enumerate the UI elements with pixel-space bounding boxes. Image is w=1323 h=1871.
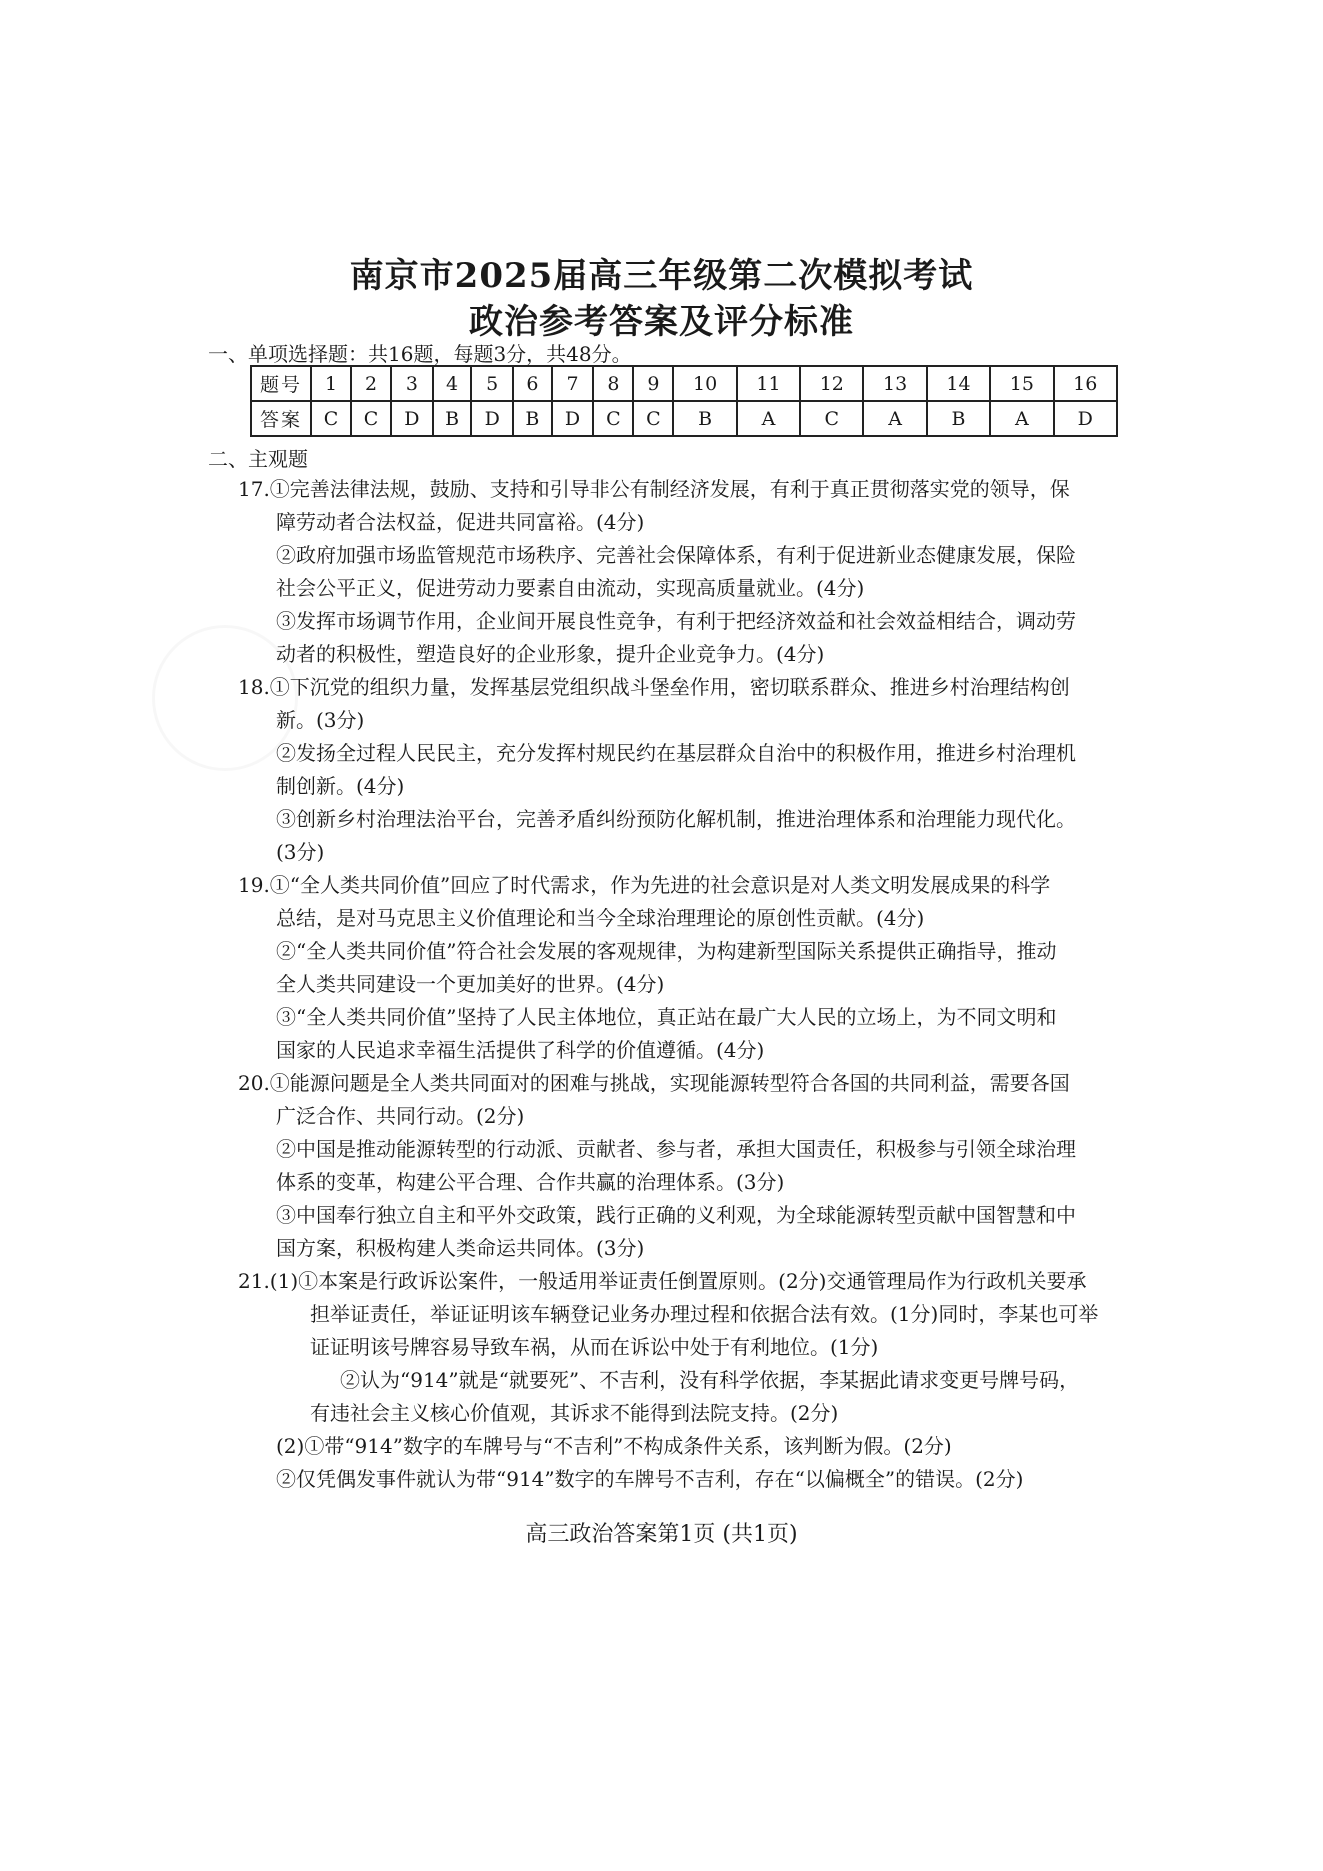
question-number-cell: 1: [311, 366, 351, 401]
answer-line: 全人类共同建设一个更加美好的世界。(4分): [276, 972, 665, 996]
answer-line: 有违社会主义核心价值观，其诉求不能得到法院支持。(2分): [310, 1401, 839, 1425]
answer-line: 17.①完善法律法规，鼓励、支持和引导非公有制经济发展，有利于真正贯彻落实党的领导，保: [238, 477, 1070, 501]
question-21: [238, 1265, 1138, 1496]
question-number-cell: 12: [800, 366, 863, 401]
answer-line: 证证明该号牌容易导致车祸，从而在诉讼中处于有利地位。(1分): [310, 1335, 879, 1359]
question-number-cell: 7: [552, 366, 594, 401]
answer-line: 国方案，积极构建人类命运共同体。(3分): [276, 1236, 645, 1260]
answer-cell: C: [593, 401, 633, 436]
answer-cell: C: [351, 401, 391, 436]
answer-line: ②仅凭偶发事件就认为带“914”数字的车牌号不吉利，存在“以偏概全”的错误。(2分): [276, 1467, 1024, 1491]
answer-line: ③中国奉行独立自主和平外交政策，践行正确的义利观，为全球能源转型贡献中国智慧和中: [276, 1203, 1076, 1227]
answer-line: 20.①能源问题是全人类共同面对的困难与挑战，实现能源转型符合各国的共同利益，需要各国: [238, 1071, 1070, 1095]
answer-line: ②“全人类共同价值”符合社会发展的客观规律，为构建新型国际关系提供正确指导，推动: [276, 939, 1057, 963]
question-number-cell: 5: [471, 366, 513, 401]
row-label-answer: 答案: [251, 401, 311, 436]
question-number-cell: 10: [673, 366, 736, 401]
answer-line: 动者的积极性，塑造良好的企业形象，提升企业竞争力。(4分): [276, 642, 825, 666]
answer-cell: A: [990, 401, 1053, 436]
question-number-cell: 13: [863, 366, 926, 401]
answer-line: 新。(3分): [276, 708, 365, 732]
answer-line: 18.①下沉党的组织力量，发挥基层党组织战斗堡垒作用，密切联系群众、推进乡村治理结构创: [238, 675, 1070, 699]
answer-cell: C: [633, 401, 673, 436]
answer-cell: B: [433, 401, 472, 436]
answer-cell: D: [552, 401, 594, 436]
answer-line: 国家的人民追求幸福生活提供了科学的价值遵循。(4分): [276, 1038, 765, 1062]
question-number-cell: 4: [433, 366, 472, 401]
answer-cell: D: [391, 401, 433, 436]
answer-line: ②中国是推动能源转型的行动派、贡献者、参与者，承担大国责任，积极参与引领全球治理: [276, 1137, 1076, 1161]
section2-heading: 二、主观题: [208, 447, 308, 471]
question-number-cell: 11: [737, 366, 800, 401]
answer-line: 21.(1)①本案是行政诉讼案件，一般适用举证责任倒置原则。(2分)交通管理局作为行政机关要承: [238, 1269, 1087, 1293]
question-number-cell: 15: [990, 366, 1053, 401]
answer-line: 广泛合作、共同行动。(2分): [276, 1104, 525, 1128]
answer-cell: A: [863, 401, 926, 436]
question-number-cell: 6: [513, 366, 552, 401]
answer-cell: B: [927, 401, 990, 436]
question-number-row: [251, 366, 1117, 401]
row-label-question: 题号: [251, 366, 311, 401]
answer-line: ②发扬全过程人民民主，充分发挥村规民约在基层群众自治中的积极作用，推进乡村治理机: [276, 741, 1076, 765]
answer-cell: C: [800, 401, 863, 436]
answer-line: ②认为“914”就是“就要死”、不吉利，没有科学依据，李某据此请求变更号牌号码，: [340, 1368, 1080, 1392]
answer-line: ③“全人类共同价值”坚持了人民主体地位，真正站在最广大人民的立场上，为不同文明和: [276, 1005, 1057, 1029]
answer-line: ③创新乡村治理法治平台，完善矛盾纠纷预防化解机制，推进治理体系和治理能力现代化。: [276, 807, 1076, 831]
answer-cell: C: [311, 401, 351, 436]
question-number-cell: 8: [593, 366, 633, 401]
answer-line: 社会公平正义，促进劳动力要素自由流动，实现高质量就业。(4分): [276, 576, 865, 600]
answer-line: ③发挥市场调节作用，企业间开展良性竞争，有利于把经济效益和社会效益相结合，调动劳: [276, 609, 1076, 633]
section1-heading: 一、单项选择题：共16题，每题3分，共48分。: [208, 342, 632, 366]
answer-table: [250, 365, 1118, 437]
question-18: [238, 671, 1138, 869]
answer-cell: D: [471, 401, 513, 436]
exam-subtitle: 政治参考答案及评分标准: [469, 302, 854, 342]
exam-title: 南京市2025届高三年级第二次模拟考试: [349, 256, 974, 296]
question-number-cell: 3: [391, 366, 433, 401]
question-17: [238, 473, 1138, 671]
answer-line: (3分): [276, 840, 325, 864]
answer-line: (2)①带“914”数字的车牌号与“不吉利”不构成条件关系，该判断为假。(2分): [276, 1434, 952, 1458]
subjective-answers: [238, 473, 1138, 1496]
question-number-cell: 9: [633, 366, 673, 401]
answer-line: 担举证责任，举证证明该车辆登记业务办理过程和依据合法有效。(1分)同时，李某也可举: [310, 1302, 1099, 1326]
question-number-cell: 2: [351, 366, 391, 401]
question-number-cell: 14: [927, 366, 990, 401]
answer-line: 障劳动者合法权益，促进共同富裕。(4分): [276, 510, 645, 534]
answer-row: [251, 401, 1117, 436]
answer-line: ②政府加强市场监管规范市场秩序、完善社会保障体系，有利于促进新业态健康发展，保险: [276, 543, 1076, 567]
answer-cell: B: [513, 401, 552, 436]
answer-cell: D: [1054, 401, 1118, 436]
answer-line: 19.①“全人类共同价值”回应了时代需求，作为先进的社会意识是对人类文明发展成果的科学: [238, 873, 1051, 897]
answer-line: 体系的变革，构建公平合理、合作共赢的治理体系。(3分): [276, 1170, 785, 1194]
question-20: [238, 1067, 1138, 1265]
page-footer: 高三政治答案第1页 (共1页): [525, 1522, 798, 1547]
answer-cell: A: [737, 401, 800, 436]
answer-line: 总结，是对马克思主义价值理论和当今全球治理理论的原创性贡献。(4分): [276, 906, 925, 930]
question-number-cell: 16: [1054, 366, 1118, 401]
answer-cell: B: [673, 401, 736, 436]
answer-line: 制创新。(4分): [276, 774, 405, 798]
question-19: [238, 869, 1138, 1067]
